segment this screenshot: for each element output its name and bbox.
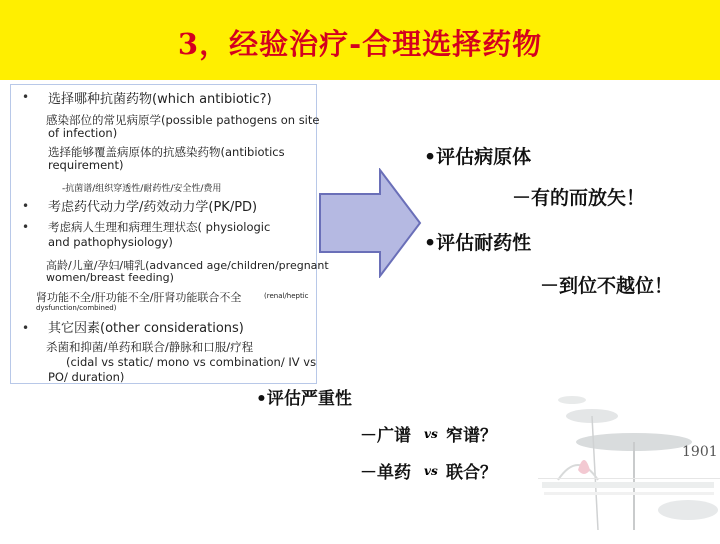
sub-special-population-line1: 高龄/儿童/孕妇/哺乳(advanced age/children/pregnant [46, 259, 329, 272]
bullet-1: • [22, 90, 30, 104]
sub-other-line1: 杀菌和抑菌/单药和联合/静脉和口服/疗程 [46, 340, 254, 354]
hospital-logo [538, 390, 720, 540]
sub-criteria: -抗菌谱/组织穿透性/耐药性/安全性/费用 [62, 184, 222, 194]
assess-resistance: •评估耐药性 [424, 232, 532, 254]
sub-other-line2: (cidal vs static/ mono vs combination/ IV vs [66, 355, 317, 369]
right-arrow-icon [318, 168, 422, 278]
sub-organ-dysfunction-line2: dysfunction/combined) [36, 304, 117, 312]
sub-special-population-line2: women/breast feeding) [46, 271, 174, 284]
vs-label-2: vs [424, 464, 438, 478]
lotus-decoration-icon [538, 390, 720, 540]
slide-title: 3，经验治疗-合理选择药物 [177, 27, 543, 61]
bullet-3: • [22, 220, 30, 234]
bullet-2: • [22, 199, 30, 213]
option-narrow-spectrum: 窄谱？ [446, 426, 497, 446]
vs-label-1: vs [424, 427, 438, 441]
assess-pathogen: •评估病原体 [424, 146, 532, 168]
item-which-antibiotic: 选择哪种抗菌药物(which antibiotic?) [48, 92, 272, 107]
sub-other-line3: PO/ duration) [48, 370, 125, 384]
item-other-considerations: 其它因素(other considerations) [48, 321, 244, 336]
sub-requirement-line1: 选择能够覆盖病原体的抗感染药物(antibiotics [48, 145, 285, 159]
sub-organ-dysfunction-line1: 肾功能不全/肝功能不全/肝肾功能联合不全 [36, 291, 242, 304]
assess-resistance-note: －到位不越位！ [540, 275, 674, 297]
sub-pathogens-line1: 感染部位的常见病原学(possible pathogens on site [46, 113, 320, 127]
item-pkpd: 考虑药代动力学/药效动力学(PK/PD) [48, 200, 258, 215]
assess-severity: •评估严重性 [256, 389, 352, 409]
sub-pathogens-line2: of infection) [48, 126, 118, 140]
option-combination: 联合？ [446, 463, 497, 483]
sub-requirement-line2: requirement) [48, 158, 124, 172]
sub-organ-dysfunction-line1-en: (renal/heptic [264, 292, 309, 300]
item-physiology-line2: and pathophysiology) [48, 235, 173, 249]
assess-pathogen-note: －有的而放矢！ [512, 187, 646, 209]
option-broad-spectrum: －广谱 [360, 426, 411, 446]
option-monotherapy: －单药 [360, 463, 411, 483]
logo-year: 1901 [682, 444, 718, 460]
bullet-4: • [22, 321, 30, 335]
item-physiology-line1: 考虑病人生理和病理生理状态( physiologic [48, 220, 271, 234]
